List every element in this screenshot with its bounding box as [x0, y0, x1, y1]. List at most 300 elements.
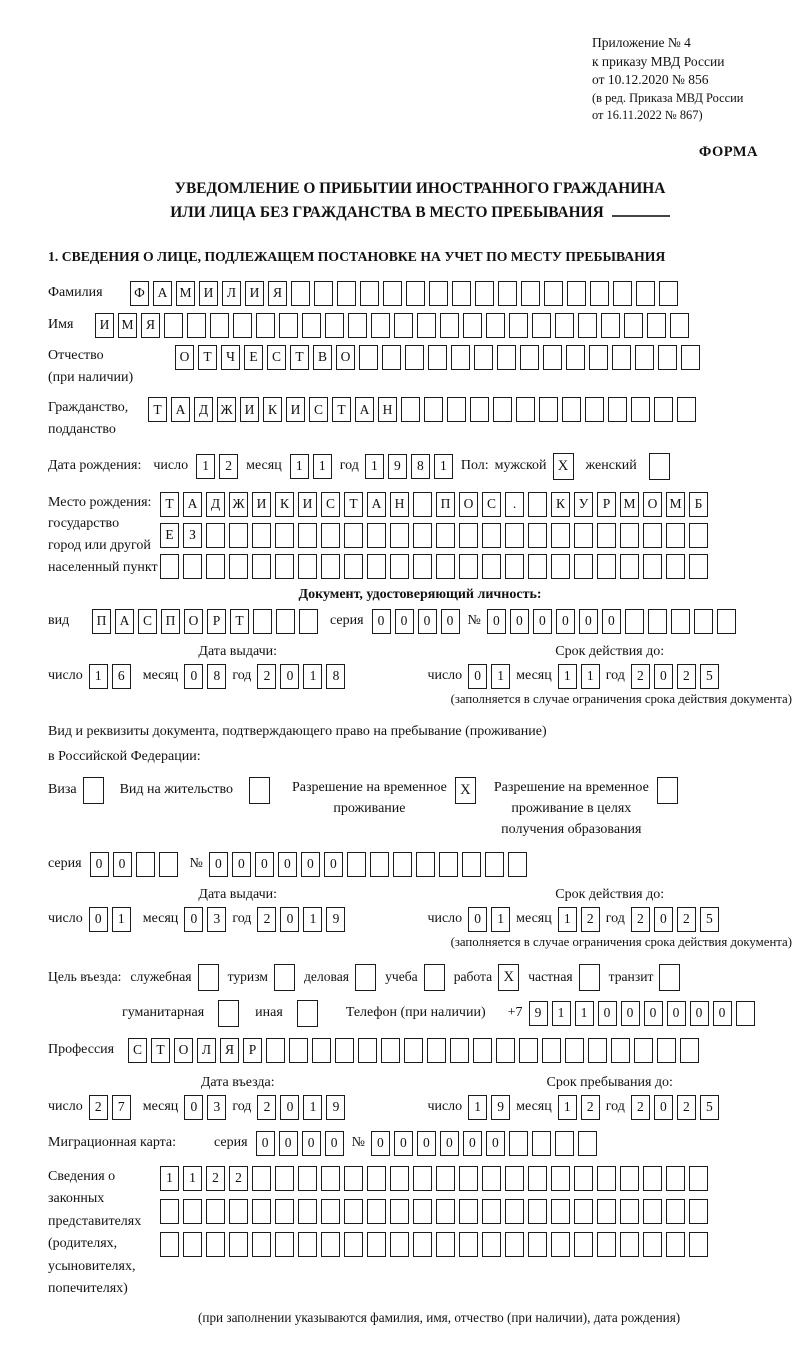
- char-cell[interactable]: [473, 1038, 492, 1063]
- char-cell[interactable]: 1: [196, 454, 215, 479]
- char-cell[interactable]: 5: [700, 907, 719, 932]
- char-cell[interactable]: [252, 554, 271, 579]
- purpose-work-checkbox[interactable]: X: [498, 964, 519, 991]
- char-cell[interactable]: [459, 1166, 478, 1191]
- char-cell[interactable]: [578, 1131, 597, 1156]
- char-cell[interactable]: А: [153, 281, 172, 306]
- char-cell[interactable]: [321, 1199, 340, 1224]
- char-cell[interactable]: [597, 1166, 616, 1191]
- temp-residence-edu-checkbox[interactable]: [657, 777, 678, 804]
- char-cell[interactable]: Т: [332, 397, 351, 422]
- char-cell[interactable]: А: [115, 609, 134, 634]
- char-cell[interactable]: Д: [206, 492, 225, 517]
- char-cell[interactable]: [344, 523, 363, 548]
- char-cell[interactable]: Я: [141, 313, 160, 338]
- char-cell[interactable]: [436, 1232, 455, 1257]
- char-cell[interactable]: [508, 852, 527, 877]
- char-cell[interactable]: [482, 554, 501, 579]
- char-cell[interactable]: [647, 313, 666, 338]
- char-cell[interactable]: 2: [631, 664, 650, 689]
- char-cell[interactable]: 9: [326, 907, 345, 932]
- char-cell[interactable]: 3: [207, 1095, 226, 1120]
- char-cell[interactable]: [543, 345, 562, 370]
- char-cell[interactable]: [689, 1166, 708, 1191]
- char-cell[interactable]: 0: [209, 852, 228, 877]
- char-cell[interactable]: [187, 313, 206, 338]
- char-cell[interactable]: [413, 1232, 432, 1257]
- char-cell[interactable]: [459, 523, 478, 548]
- char-cell[interactable]: [528, 492, 547, 517]
- char-cell[interactable]: И: [298, 492, 317, 517]
- char-cell[interactable]: О: [459, 492, 478, 517]
- visa-checkbox[interactable]: [83, 777, 104, 804]
- char-cell[interactable]: [482, 1199, 501, 1224]
- char-cell[interactable]: [266, 1038, 285, 1063]
- char-cell[interactable]: 1: [303, 664, 322, 689]
- char-cell[interactable]: [498, 281, 517, 306]
- char-cell[interactable]: 0: [621, 1001, 640, 1026]
- char-cell[interactable]: [298, 523, 317, 548]
- char-cell[interactable]: [160, 1199, 179, 1224]
- char-cell[interactable]: 2: [677, 664, 696, 689]
- char-cell[interactable]: [657, 1038, 676, 1063]
- char-cell[interactable]: [298, 1199, 317, 1224]
- char-cell[interactable]: [551, 1166, 570, 1191]
- char-cell[interactable]: [321, 1232, 340, 1257]
- char-cell[interactable]: [367, 523, 386, 548]
- char-cell[interactable]: В: [313, 345, 332, 370]
- char-cell[interactable]: .: [505, 492, 524, 517]
- char-cell[interactable]: Н: [390, 492, 409, 517]
- char-cell[interactable]: [677, 397, 696, 422]
- char-cell[interactable]: [406, 281, 425, 306]
- char-cell[interactable]: [382, 345, 401, 370]
- char-cell[interactable]: [625, 609, 644, 634]
- char-cell[interactable]: [413, 492, 432, 517]
- char-cell[interactable]: Ч: [221, 345, 240, 370]
- char-cell[interactable]: [574, 1166, 593, 1191]
- char-cell[interactable]: Ж: [229, 492, 248, 517]
- char-cell[interactable]: 0: [440, 1131, 459, 1156]
- char-cell[interactable]: 2: [257, 907, 276, 932]
- char-cell[interactable]: [136, 852, 155, 877]
- char-cell[interactable]: 0: [417, 1131, 436, 1156]
- char-cell[interactable]: 9: [529, 1001, 548, 1026]
- char-cell[interactable]: [253, 609, 272, 634]
- char-cell[interactable]: [634, 1038, 653, 1063]
- char-cell[interactable]: Т: [344, 492, 363, 517]
- char-cell[interactable]: [298, 1232, 317, 1257]
- char-cell[interactable]: [635, 345, 654, 370]
- char-cell[interactable]: [736, 1001, 755, 1026]
- char-cell[interactable]: 8: [326, 664, 345, 689]
- char-cell[interactable]: [578, 313, 597, 338]
- purpose-transit-checkbox[interactable]: [659, 964, 680, 991]
- char-cell[interactable]: 1: [303, 1095, 322, 1120]
- char-cell[interactable]: [643, 1199, 662, 1224]
- purpose-tourism-checkbox[interactable]: [274, 964, 295, 991]
- char-cell[interactable]: С: [309, 397, 328, 422]
- char-cell[interactable]: [390, 1199, 409, 1224]
- char-cell[interactable]: [289, 1038, 308, 1063]
- char-cell[interactable]: 0: [371, 1131, 390, 1156]
- char-cell[interactable]: [509, 313, 528, 338]
- char-cell[interactable]: [206, 1232, 225, 1257]
- char-cell[interactable]: 0: [280, 907, 299, 932]
- char-cell[interactable]: [436, 1199, 455, 1224]
- char-cell[interactable]: 1: [552, 1001, 571, 1026]
- char-cell[interactable]: З: [183, 523, 202, 548]
- char-cell[interactable]: С: [138, 609, 157, 634]
- char-cell[interactable]: [493, 397, 512, 422]
- char-cell[interactable]: 0: [113, 852, 132, 877]
- char-cell[interactable]: [252, 1232, 271, 1257]
- char-cell[interactable]: 2: [677, 907, 696, 932]
- char-cell[interactable]: 0: [713, 1001, 732, 1026]
- char-cell[interactable]: 1: [112, 907, 131, 932]
- char-cell[interactable]: [528, 523, 547, 548]
- char-cell[interactable]: [643, 554, 662, 579]
- char-cell[interactable]: Д: [194, 397, 213, 422]
- char-cell[interactable]: [252, 1199, 271, 1224]
- char-cell[interactable]: [321, 554, 340, 579]
- char-cell[interactable]: [233, 313, 252, 338]
- char-cell[interactable]: 0: [301, 852, 320, 877]
- char-cell[interactable]: [358, 1038, 377, 1063]
- char-cell[interactable]: [666, 554, 685, 579]
- char-cell[interactable]: [551, 523, 570, 548]
- char-cell[interactable]: 1: [581, 664, 600, 689]
- char-cell[interactable]: 0: [510, 609, 529, 634]
- char-cell[interactable]: Я: [220, 1038, 239, 1063]
- char-cell[interactable]: А: [367, 492, 386, 517]
- char-cell[interactable]: 0: [579, 609, 598, 634]
- char-cell[interactable]: [608, 397, 627, 422]
- char-cell[interactable]: 0: [372, 609, 391, 634]
- char-cell[interactable]: 6: [112, 664, 131, 689]
- char-cell[interactable]: [613, 281, 632, 306]
- char-cell[interactable]: [636, 281, 655, 306]
- char-cell[interactable]: [520, 345, 539, 370]
- char-cell[interactable]: 0: [184, 664, 203, 689]
- char-cell[interactable]: 1: [303, 907, 322, 932]
- char-cell[interactable]: [680, 1038, 699, 1063]
- char-cell[interactable]: 2: [631, 907, 650, 932]
- char-cell[interactable]: [256, 313, 275, 338]
- char-cell[interactable]: [413, 1199, 432, 1224]
- char-cell[interactable]: [440, 313, 459, 338]
- char-cell[interactable]: [390, 523, 409, 548]
- char-cell[interactable]: 5: [700, 1095, 719, 1120]
- char-cell[interactable]: 8: [411, 454, 430, 479]
- char-cell[interactable]: Б: [689, 492, 708, 517]
- char-cell[interactable]: [459, 1199, 478, 1224]
- sex-male-checkbox[interactable]: X: [553, 453, 574, 480]
- char-cell[interactable]: Р: [207, 609, 226, 634]
- char-cell[interactable]: [505, 1232, 524, 1257]
- char-cell[interactable]: [485, 852, 504, 877]
- char-cell[interactable]: [611, 1038, 630, 1063]
- char-cell[interactable]: [210, 313, 229, 338]
- char-cell[interactable]: [367, 1166, 386, 1191]
- char-cell[interactable]: 2: [229, 1166, 248, 1191]
- char-cell[interactable]: Т: [230, 609, 249, 634]
- char-cell[interactable]: [666, 523, 685, 548]
- char-cell[interactable]: [275, 1232, 294, 1257]
- char-cell[interactable]: [390, 1166, 409, 1191]
- char-cell[interactable]: [276, 609, 295, 634]
- char-cell[interactable]: 0: [487, 609, 506, 634]
- char-cell[interactable]: [643, 523, 662, 548]
- char-cell[interactable]: [562, 397, 581, 422]
- char-cell[interactable]: 0: [279, 1131, 298, 1156]
- char-cell[interactable]: Т: [151, 1038, 170, 1063]
- char-cell[interactable]: [551, 554, 570, 579]
- char-cell[interactable]: [404, 1038, 423, 1063]
- char-cell[interactable]: [597, 523, 616, 548]
- char-cell[interactable]: [447, 397, 466, 422]
- char-cell[interactable]: [620, 523, 639, 548]
- char-cell[interactable]: 0: [278, 852, 297, 877]
- char-cell[interactable]: [344, 1199, 363, 1224]
- char-cell[interactable]: 1: [313, 454, 332, 479]
- char-cell[interactable]: Н: [378, 397, 397, 422]
- char-cell[interactable]: [528, 1232, 547, 1257]
- char-cell[interactable]: [160, 554, 179, 579]
- char-cell[interactable]: 0: [325, 1131, 344, 1156]
- char-cell[interactable]: П: [436, 492, 455, 517]
- char-cell[interactable]: С: [482, 492, 501, 517]
- char-cell[interactable]: [528, 1166, 547, 1191]
- char-cell[interactable]: 0: [184, 907, 203, 932]
- char-cell[interactable]: И: [245, 281, 264, 306]
- char-cell[interactable]: 0: [280, 664, 299, 689]
- char-cell[interactable]: [590, 281, 609, 306]
- char-cell[interactable]: [337, 281, 356, 306]
- char-cell[interactable]: [505, 1199, 524, 1224]
- char-cell[interactable]: 5: [700, 664, 719, 689]
- char-cell[interactable]: 0: [598, 1001, 617, 1026]
- char-cell[interactable]: [159, 852, 178, 877]
- char-cell[interactable]: [394, 313, 413, 338]
- char-cell[interactable]: [574, 523, 593, 548]
- char-cell[interactable]: [450, 1038, 469, 1063]
- char-cell[interactable]: И: [199, 281, 218, 306]
- char-cell[interactable]: [229, 1232, 248, 1257]
- char-cell[interactable]: [252, 523, 271, 548]
- purpose-study-checkbox[interactable]: [424, 964, 445, 991]
- char-cell[interactable]: [597, 554, 616, 579]
- char-cell[interactable]: [229, 523, 248, 548]
- char-cell[interactable]: М: [666, 492, 685, 517]
- residence-permit-checkbox[interactable]: [249, 777, 270, 804]
- char-cell[interactable]: [694, 609, 713, 634]
- char-cell[interactable]: [519, 1038, 538, 1063]
- char-cell[interactable]: [359, 345, 378, 370]
- char-cell[interactable]: [206, 1199, 225, 1224]
- char-cell[interactable]: А: [183, 492, 202, 517]
- char-cell[interactable]: [325, 313, 344, 338]
- char-cell[interactable]: А: [355, 397, 374, 422]
- char-cell[interactable]: [539, 397, 558, 422]
- char-cell[interactable]: 9: [326, 1095, 345, 1120]
- char-cell[interactable]: 0: [232, 852, 251, 877]
- char-cell[interactable]: 1: [491, 664, 510, 689]
- char-cell[interactable]: [367, 554, 386, 579]
- char-cell[interactable]: 1: [89, 664, 108, 689]
- char-cell[interactable]: [666, 1232, 685, 1257]
- char-cell[interactable]: [671, 609, 690, 634]
- char-cell[interactable]: [555, 1131, 574, 1156]
- char-cell[interactable]: [597, 1232, 616, 1257]
- char-cell[interactable]: [413, 554, 432, 579]
- char-cell[interactable]: [252, 1166, 271, 1191]
- char-cell[interactable]: Е: [160, 523, 179, 548]
- char-cell[interactable]: [589, 345, 608, 370]
- char-cell[interactable]: Р: [243, 1038, 262, 1063]
- char-cell[interactable]: Ж: [217, 397, 236, 422]
- char-cell[interactable]: [643, 1232, 662, 1257]
- char-cell[interactable]: С: [321, 492, 340, 517]
- char-cell[interactable]: 0: [667, 1001, 686, 1026]
- char-cell[interactable]: 1: [468, 1095, 487, 1120]
- char-cell[interactable]: [160, 1232, 179, 1257]
- char-cell[interactable]: 9: [388, 454, 407, 479]
- char-cell[interactable]: [620, 1166, 639, 1191]
- char-cell[interactable]: [505, 554, 524, 579]
- char-cell[interactable]: [390, 554, 409, 579]
- char-cell[interactable]: [383, 281, 402, 306]
- char-cell[interactable]: [183, 1199, 202, 1224]
- char-cell[interactable]: [585, 397, 604, 422]
- char-cell[interactable]: [335, 1038, 354, 1063]
- char-cell[interactable]: [542, 1038, 561, 1063]
- char-cell[interactable]: 1: [365, 454, 384, 479]
- purpose-business-checkbox[interactable]: [198, 964, 219, 991]
- char-cell[interactable]: [574, 1199, 593, 1224]
- char-cell[interactable]: 2: [257, 664, 276, 689]
- char-cell[interactable]: Я: [268, 281, 287, 306]
- char-cell[interactable]: 2: [206, 1166, 225, 1191]
- char-cell[interactable]: 1: [434, 454, 453, 479]
- char-cell[interactable]: [486, 313, 505, 338]
- char-cell[interactable]: [381, 1038, 400, 1063]
- char-cell[interactable]: [497, 345, 516, 370]
- char-cell[interactable]: К: [275, 492, 294, 517]
- char-cell[interactable]: П: [161, 609, 180, 634]
- char-cell[interactable]: [371, 313, 390, 338]
- char-cell[interactable]: [321, 523, 340, 548]
- char-cell[interactable]: [505, 523, 524, 548]
- char-cell[interactable]: 0: [654, 1095, 673, 1120]
- char-cell[interactable]: 0: [654, 664, 673, 689]
- char-cell[interactable]: Р: [597, 492, 616, 517]
- char-cell[interactable]: [390, 1232, 409, 1257]
- purpose-commercial-checkbox[interactable]: [355, 964, 376, 991]
- char-cell[interactable]: [348, 313, 367, 338]
- char-cell[interactable]: 2: [581, 1095, 600, 1120]
- char-cell[interactable]: [516, 397, 535, 422]
- char-cell[interactable]: [620, 554, 639, 579]
- char-cell[interactable]: [164, 313, 183, 338]
- char-cell[interactable]: [206, 523, 225, 548]
- char-cell[interactable]: 1: [160, 1166, 179, 1191]
- char-cell[interactable]: 0: [395, 609, 414, 634]
- char-cell[interactable]: 1: [290, 454, 309, 479]
- char-cell[interactable]: [459, 1232, 478, 1257]
- char-cell[interactable]: [574, 554, 593, 579]
- char-cell[interactable]: [413, 523, 432, 548]
- char-cell[interactable]: [229, 554, 248, 579]
- char-cell[interactable]: [416, 852, 435, 877]
- char-cell[interactable]: К: [551, 492, 570, 517]
- char-cell[interactable]: Л: [222, 281, 241, 306]
- char-cell[interactable]: 1: [558, 907, 577, 932]
- char-cell[interactable]: 0: [324, 852, 343, 877]
- char-cell[interactable]: [463, 313, 482, 338]
- char-cell[interactable]: [475, 281, 494, 306]
- char-cell[interactable]: [689, 1232, 708, 1257]
- char-cell[interactable]: [360, 281, 379, 306]
- char-cell[interactable]: 2: [89, 1095, 108, 1120]
- char-cell[interactable]: [367, 1199, 386, 1224]
- char-cell[interactable]: [275, 523, 294, 548]
- char-cell[interactable]: 1: [558, 664, 577, 689]
- char-cell[interactable]: [689, 554, 708, 579]
- char-cell[interactable]: 1: [558, 1095, 577, 1120]
- char-cell[interactable]: [555, 313, 574, 338]
- char-cell[interactable]: 0: [255, 852, 274, 877]
- char-cell[interactable]: [482, 1232, 501, 1257]
- char-cell[interactable]: 0: [418, 609, 437, 634]
- char-cell[interactable]: 0: [280, 1095, 299, 1120]
- char-cell[interactable]: [566, 345, 585, 370]
- char-cell[interactable]: [428, 345, 447, 370]
- char-cell[interactable]: 9: [491, 1095, 510, 1120]
- char-cell[interactable]: [659, 281, 678, 306]
- char-cell[interactable]: И: [286, 397, 305, 422]
- char-cell[interactable]: 0: [486, 1131, 505, 1156]
- char-cell[interactable]: [470, 397, 489, 422]
- char-cell[interactable]: [344, 1166, 363, 1191]
- char-cell[interactable]: [532, 1131, 551, 1156]
- char-cell[interactable]: [413, 1166, 432, 1191]
- char-cell[interactable]: [601, 313, 620, 338]
- char-cell[interactable]: [347, 852, 366, 877]
- char-cell[interactable]: [658, 345, 677, 370]
- char-cell[interactable]: [314, 281, 333, 306]
- char-cell[interactable]: П: [92, 609, 111, 634]
- char-cell[interactable]: [588, 1038, 607, 1063]
- char-cell[interactable]: 0: [556, 609, 575, 634]
- char-cell[interactable]: [574, 1232, 593, 1257]
- char-cell[interactable]: 0: [463, 1131, 482, 1156]
- char-cell[interactable]: [298, 1166, 317, 1191]
- char-cell[interactable]: 3: [207, 907, 226, 932]
- char-cell[interactable]: [648, 609, 667, 634]
- char-cell[interactable]: [275, 554, 294, 579]
- temp-residence-checkbox[interactable]: X: [455, 777, 476, 804]
- char-cell[interactable]: [631, 397, 650, 422]
- char-cell[interactable]: [496, 1038, 515, 1063]
- char-cell[interactable]: Т: [148, 397, 167, 422]
- char-cell[interactable]: [321, 1166, 340, 1191]
- char-cell[interactable]: 2: [257, 1095, 276, 1120]
- purpose-other-checkbox[interactable]: [297, 1000, 318, 1027]
- char-cell[interactable]: О: [175, 345, 194, 370]
- char-cell[interactable]: О: [184, 609, 203, 634]
- char-cell[interactable]: [439, 852, 458, 877]
